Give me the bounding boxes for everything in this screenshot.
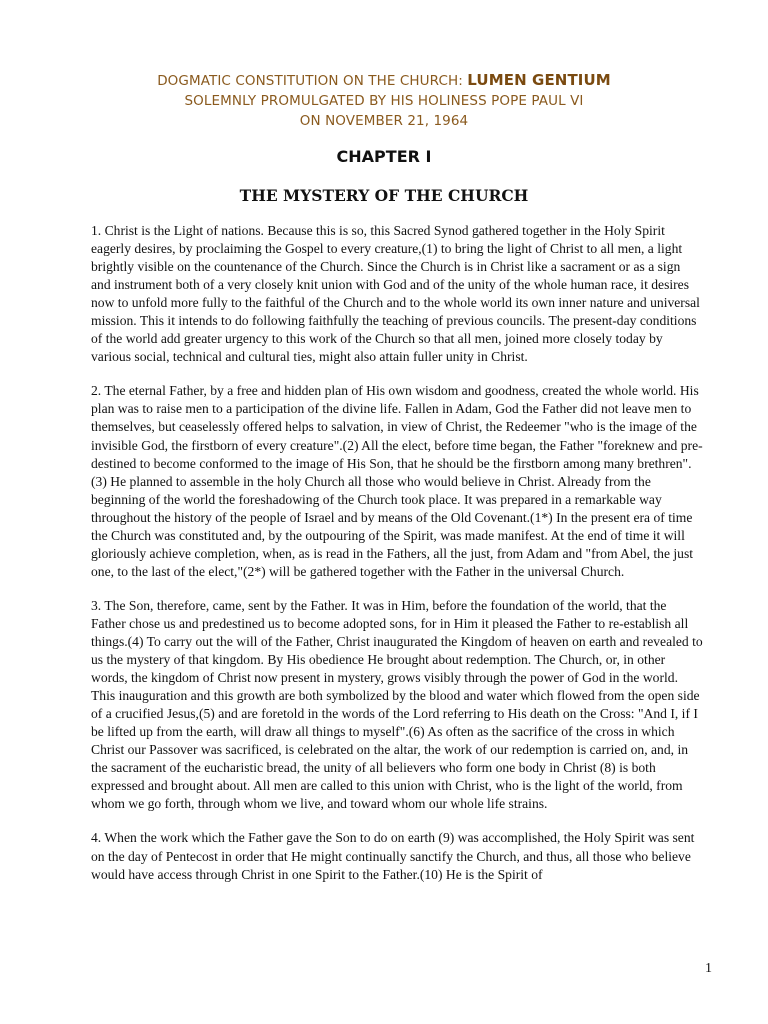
header-prefix: DOGMATIC CONSTITUTION ON THE CHURCH: bbox=[157, 73, 468, 89]
header-line-1 bbox=[0, 70, 768, 91]
paragraph-4: 4. When the work which the Father gave the Son to do on earth (9) was accomplished, the Holy Spirit was sent on the day of Pentecost in order that He might continually sanctify the Church, and thus, all those who believe would have access through Christ in one Spirit to the Father.(10) He is the Spirit of bbox=[91, 830, 695, 882]
document-header bbox=[0, 70, 768, 131]
chapter-heading: CHAPTER I bbox=[336, 147, 432, 166]
header-line-2: SOLEMNLY PROMULGATED BY HIS HOLINESS POPE PAUL VI bbox=[184, 93, 584, 109]
page-number: 1 bbox=[705, 961, 712, 976]
section-title: THE MYSTERY OF THE CHURCH bbox=[239, 186, 529, 205]
body-text bbox=[91, 222, 703, 900]
header-line-3: ON NOVEMBER 21, 1964 bbox=[299, 113, 469, 129]
paragraph-1: 1. Christ is the Light of nations. Because this is so, this Sacred Synod gathered together in the Holy Spirit eagerly desires, by proclaiming the Gospel to every creature,(1) to bring the light of Christ to all men, a light brightly visible on the countenance of the Church. Since the Church is in Christ like a sacrament or as a sign and instrument both of a very closely knit union with God and of the unity of the whole human race, it desires now to unfold more fully to the faithful of the Church and to the whole world its own inner nature and universal mission. This it intends to do following faithfully the teaching of previous councils. The present-day conditions of the world add greater urgency to this work of the Church so that all men, joined more closely today by various social, technical and cultural ties, might also attain fuller unity in Christ. bbox=[91, 223, 700, 365]
header-document-title: LUMEN GENTIUM bbox=[467, 71, 611, 89]
paragraph-3: 3. The Son, therefore, came, sent by the Father. It was in Him, before the foundation of the world, that the Father chose us and predestined us to become adopted sons, for in Him it pleased the Father to re-establish all things.(4) To carry out the will of the Father, Christ inaugurated the Kingdom of heaven on earth and revealed to us the mystery of that kingdom. By His obedience He brought about redemption. The Church, or, in other words, the kingdom of Christ now present in mystery, grows visibly through the power of God in the world. This inauguration and this growth are both symbolized by the blood and water which flowed from the open side of a crucified Jesus,(5) and are foretold in the words of the Lord referring to His death on the Cross: "And I, if I be lifted up from the earth, will draw all things to myself".(6) As often as the sacrifice of the cross in which Christ our Passover was sacrificed, is celebrated on the altar, the work of our redemption is carried on, and, in the sacrament of the eucharistic bread, the unity of all believers who form one body in Christ (8) is both expressed and brought about. All men are called to this union with Christ, who is the light of the world, from whom we go forth, through whom we live, and toward whom our whole life strains. bbox=[91, 597, 703, 812]
paragraph-2: 2. The eternal Father, by a free and hidden plan of His own wisdom and goodness, created the whole world. His plan was to raise men to a participation of the divine life. Fallen in Adam, God the Father did not leave men to themselves, but ceaselessly offered helps to salvation, in view of Christ, the Redeemer "who is the image of the invisible God, the firstborn of every creature".(2) All the elect, before time began, the Father "foreknew and pre- destined to become conformed to the image of His Son, that he should be the firstborn among many brethren".(3) He planned to assemble in the holy Church all those who would believe in Christ. Already from the beginning of the world the foreshadowing of the Church took place. It was prepared in a remarkable way throughout the history of the people of Israel and by means of the Old Covenant.(1*) In the present era of time the Church was constituted and, by the outpouring of the Spirit, was made manifest. At the end of time it will gloriously achieve completion, when, as is read in the Fathers, all the just, from Adam and "from Abel, the just one, to the last of the elect,"(2*) will be gathered together with the Father in the universal Church. bbox=[91, 383, 703, 579]
